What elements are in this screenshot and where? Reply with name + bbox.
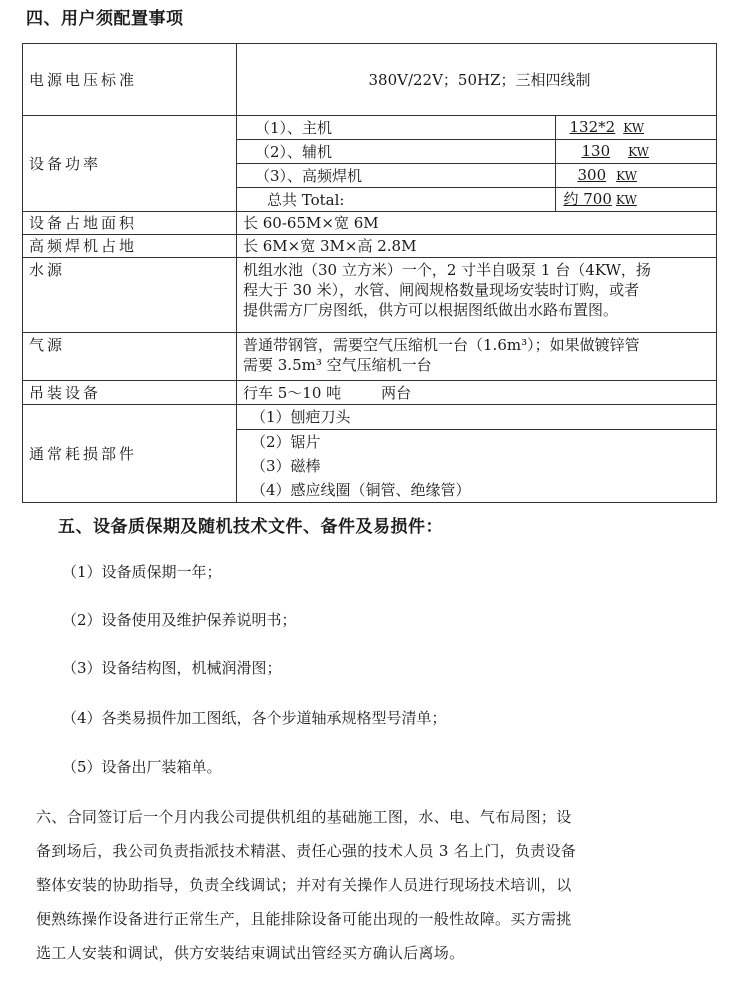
water-label: 水源 [23,258,237,333]
power-row [237,164,716,188]
power-value: 约 700 [563,190,612,208]
wear-parts-list [237,405,716,502]
power-voltage-label: 电源电压标准 [23,44,237,116]
power-row [237,140,716,164]
wear-part-row [237,405,716,430]
paragraph-line: 便熟练操作设备进行正常生产，且能排除设备可能出现的一般性故障。买方需挑 [36,910,572,928]
wear-part-item: （3）磁棒 [251,457,321,475]
power-unit: KW [623,121,645,135]
power-row-value [555,116,716,140]
power-row [237,188,716,212]
section-4-heading: 四、用户须配置事项 [26,9,184,29]
wear-part-item: （4）感应线圈（铜管、绝缘管） [251,481,471,499]
wear-parts-cell [237,405,717,503]
power-row-name: （1）、主机 [255,118,333,137]
lifting-label: 吊装设备 [23,381,237,405]
water-value [237,258,717,333]
table-row [23,333,717,381]
lifting-spec: 行车 5～10 吨 [243,383,342,402]
power-row-name: （2）、辅机 [237,140,555,164]
power-subtable [237,116,716,211]
welder-area-value: 长 6M×宽 3M×高 2.8M [237,235,717,258]
warranty-item: （1）设备质保期一年； [62,563,222,581]
warranty-item: （2）设备使用及维护保养说明书； [62,611,297,629]
lifting-value [237,381,717,405]
power-value: 132*2 [569,118,616,136]
table-row [23,212,717,235]
equipment-power-label: 设备功率 [23,116,237,212]
power-row-value [555,188,716,212]
table-row [23,258,717,333]
table-row [23,405,717,503]
floor-area-label: 设备占地面积 [23,212,237,235]
warranty-item: （5）设备出厂装箱单。 [62,758,222,776]
power-unit: KW [628,145,650,159]
section-5-heading: 五、设备质保期及随机技术文件、备件及易损件： [58,517,443,537]
power-voltage-value: 380V/22V；50HZ；三相四线制 [237,44,717,116]
wear-parts-label: 通常耗损部件 [23,405,237,503]
warranty-item: （3）设备结构图，机械润滑图； [62,659,282,677]
power-value: 130 [581,142,611,160]
water-line: 程大于 30 米），水管、闸阀规格数量现场安装时订购，或者 [243,281,640,299]
paragraph-line: 六、合同签订后一个月内我公司提供机组的基础施工图，水、电、气布局图；设 [36,808,572,826]
power-unit: KW [616,169,638,183]
table-row [23,381,717,405]
wear-part-row [237,430,716,455]
paragraph-line: 选工人安装和调试，供方安装结束调试出管经买方确认后离场。 [36,944,465,962]
paragraph-line: 备到场后，我公司负责指派技术精湛、责任心强的技术人员 3 名上门，负责设备 [36,842,577,860]
requirements-table [22,43,717,503]
table-row [23,44,717,116]
power-unit: KW [615,193,637,207]
table-row [23,116,717,212]
wear-part-row [237,478,716,502]
power-row [237,116,716,140]
power-row-value [555,164,716,188]
power-row-name: （3）、高频焊机 [237,164,555,188]
table-row [23,235,717,258]
power-value: 300 [577,166,607,184]
equipment-power-cell [237,116,717,212]
warranty-item: （4）各类易损件加工图纸，各个步道轴承规格型号清单； [62,709,447,727]
air-label: 气源 [23,333,237,381]
floor-area-value: 长 60-65M×宽 6M [237,212,717,235]
air-line: 需要 3.5m³ 空气压缩机一台 [243,356,432,374]
wear-part-item: （2）锯片 [237,430,716,455]
wear-part-row [237,454,716,478]
power-row-name: 总共 Total: [237,188,555,212]
wear-part-item: （1）刨疤刀头 [251,408,351,426]
welder-area-label: 高频焊机占地 [23,235,237,258]
section-6-paragraph [30,800,690,970]
air-value [237,333,717,381]
paragraph-line: 整体安装的协助指导，负责全线调试；并对有关操作人员进行现场技术培训，以 [36,876,572,894]
water-line: 机组水池（30 立方米）一个，2 寸半自吸泵 1 台（4KW，扬 [243,261,651,279]
lifting-qty: 两台 [381,383,412,402]
air-line: 普通带钢管，需要空气压缩机一台（1.6m³）；如果做镀锌管 [243,336,640,354]
power-row-value [555,140,716,164]
water-line: 提供需方厂房图纸，供方可以根据图纸做出水路布置图。 [243,301,619,319]
